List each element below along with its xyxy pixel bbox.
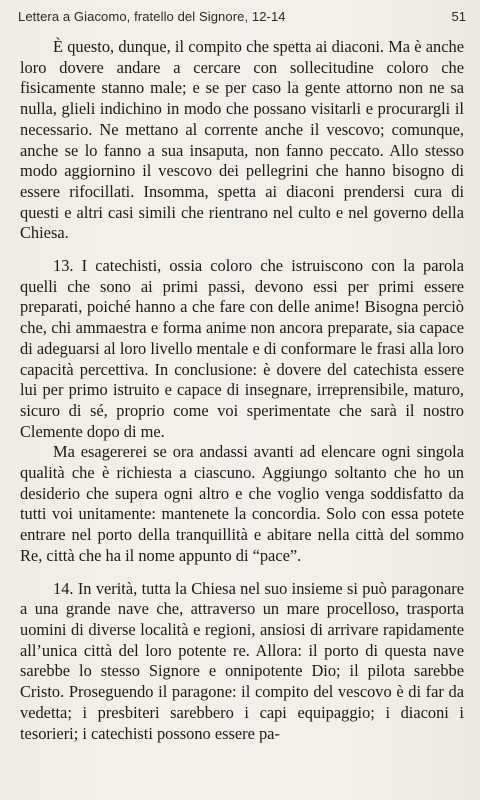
paragraph-section-14-church-ship: 14. In verità, tutta la Chiesa nel suo insieme si può paragonare a una grande nave che, attraverso un mare procelloso, trasporta uomini di diverse località e regioni, ansiosi di arrivare rapidamente all’unica città del loro potente re. Allora: il porto di questa nave sarebbe lo stesso Signore e onnipotente Dio; il pilota sarebbe Cristo. Proseguendo il paragone: il compito del vescovo è di far da vedetta; i presbiteri sarebbero i capi equipaggio; i diaconi i tesorieri; i catechisti possono essere pa-	[20, 578, 464, 743]
paragraph-section-13-catechists: 13. I catechisti, ossia coloro che istruiscono con la parola quelli che sono ai primi passi, devono essi per primi essere preparati, poiché hanno a che fare con delle anime! Bisogna perciò che, chi ammaestra e forma anime non ancora preparate, sia capace di adeguarsi al loro livello mentale e di conformare le frasi alla loro capacità percettiva. In conclusione: è dovere del catechista essere lui per primo istruito e capace di insegnare, irreprensibile, maturo, sicuro di sé, proprio come voi sperimentate che sarà il nostro Clemente dopo di me.	[20, 256, 464, 441]
paragraph-deacons-duties: È questo, dunque, il compito che spetta ai diaconi. Ma è anche loro dovere andare a cercare con sollecitudine coloro che fisicamente stanno male; e se per caso la gente attorno non ne sa nulla, glieli indichino in modo che possano visitarli e procurargli il necessario. Ne mettano al corrente anche il vescovo; comunque, anche se lo fanno a sua insaputa, non fanno peccato. Allo stesso modo aggiornino il vescovo dei pellegrini che hanno bisogno di essere rifocillati. Insomma, spetta ai diaconi prendersi cura di questi e altri casi simili che rientrano nel culto e nel governo della Chiesa.	[20, 37, 464, 243]
body-text	[20, 37, 464, 744]
running-title: Lettera a Giacomo, fratello del Signore, 12-14	[18, 9, 286, 24]
running-header	[18, 9, 466, 29]
paragraph-concord: Ma esagererei se ora andassi avanti ad elencare ogni singola qualità che è richiesta a ciascuno. Aggiungo soltanto che ho un desiderio che supera ogni altro e che voglio venga soddisfatto da tutti voi unitamente: mantenete la concordia. Solo con essa potete entrare nel porto della tranquillità e abitare nella città del sommo Re, città che ha il nome appunto di “pace”.	[20, 442, 464, 565]
page-number: 51	[451, 9, 466, 24]
